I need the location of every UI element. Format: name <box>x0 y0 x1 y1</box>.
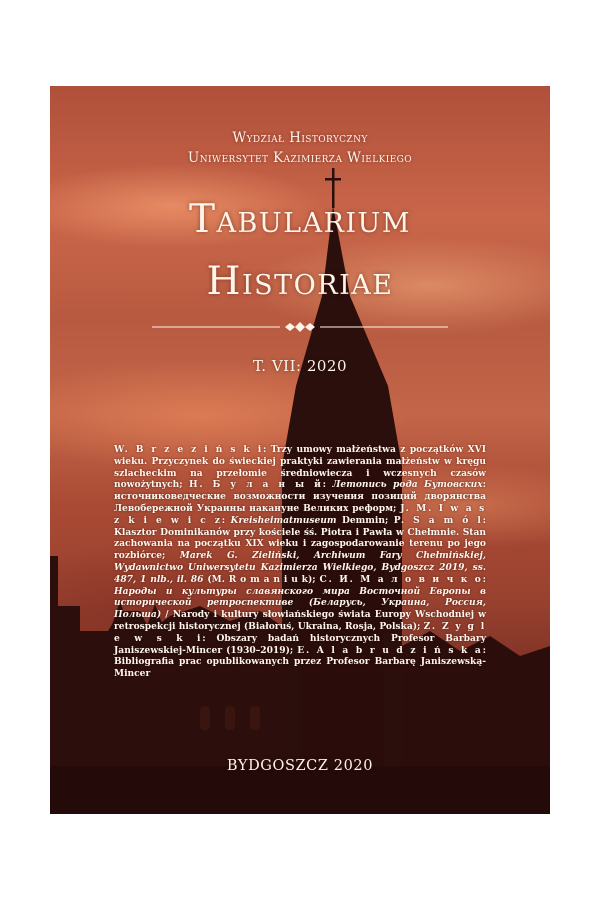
contents-run: E. A l a b r u d z i ń s k a <box>297 644 483 656</box>
contents-run: : источниковедческие возможности изучения позиций дворянства Левобережной Украины накануне Великих реформ; <box>114 479 486 514</box>
contents-run: Н. Б у л а н ы й <box>189 479 323 491</box>
volume-label: T. VII: 2020 <box>252 357 347 375</box>
contents-run: J. M. I w a s z k i e w i c z <box>114 502 486 526</box>
contents-run: Marek G. Zieliński, Archiwum Fary Chełmińskiej, Wydawnictwo Uniwersytetu Kazimierza Wielkiego, Bydgoszcz 2019, ss. 487, 1 nlb., il. 86 <box>114 550 486 585</box>
contents-run: W. B r z e z i ń s k i <box>114 444 263 455</box>
contents-run: : Bibliografia prac opublikowanych przez Profesor Barbarę Janiszewską-Mincer <box>114 644 486 680</box>
city-year-label: BYDGOSZCZ 2020 <box>226 758 374 774</box>
cover-text-layer <box>50 86 550 814</box>
contents-run: : <box>221 514 231 526</box>
contents-run: : Klasztor Dominikanów przy kościele śś. Piotra i Pawła w Chełmnie. Stan zachowania na początku XIX wieku i zagospodarowanie terenu po jego rozbiórce; <box>114 514 487 562</box>
contents-run: : <box>482 573 486 585</box>
contents-run: / Narody i kultury słowiańskiego świata Europy Wschodniej w retrospekcji historycznej (Białoruś, Ukraina, Rosja, Polska); <box>114 609 486 632</box>
faculty-line-1: Wydział Historyczny <box>232 130 368 146</box>
contents-run: Народы и культуры славянского мира Восточной Европы в исторической ретроспективе (Беларусь, Украина, Россия, Польша) <box>114 585 486 621</box>
contents-run: (M. R o m a n i u k); <box>203 573 320 585</box>
journal-title-line-2: Historiae <box>206 259 394 304</box>
journal-title-line-1: Tabularium <box>189 197 411 242</box>
table-of-contents <box>114 444 486 680</box>
contents-run: Demmin; <box>336 514 394 526</box>
faculty-heading <box>50 128 550 168</box>
contents-run: : Trzy umowy małżeństwa z początków XVI wieku. Przyczynek do świeckiej praktyki zawierania małżeństw w kręgu szlacheckim na przełomie średniowiecza i wczesnych czasów nowożytnych; <box>114 444 486 491</box>
contents-run: Kreisheimatmuseum <box>230 514 337 526</box>
contents-run: : Obszary badań historycznych Profesor Barbary Janiszewskiej-Mincer (1930–2019); <box>114 632 486 656</box>
contents-run: С. И. М а л о в и ч к о <box>319 573 483 585</box>
contents-run: P. S a m ó l <box>393 514 483 526</box>
ornament-divider <box>152 322 448 332</box>
contents-run: Z. Z y g l e w s k i <box>114 620 486 644</box>
faculty-line-2: Uniwersytet Kazimierza Wielkiego <box>187 150 413 166</box>
contents-run: : <box>322 479 333 491</box>
book-cover <box>50 86 550 814</box>
contents-run: Летопись рода Бутовских <box>332 479 483 491</box>
